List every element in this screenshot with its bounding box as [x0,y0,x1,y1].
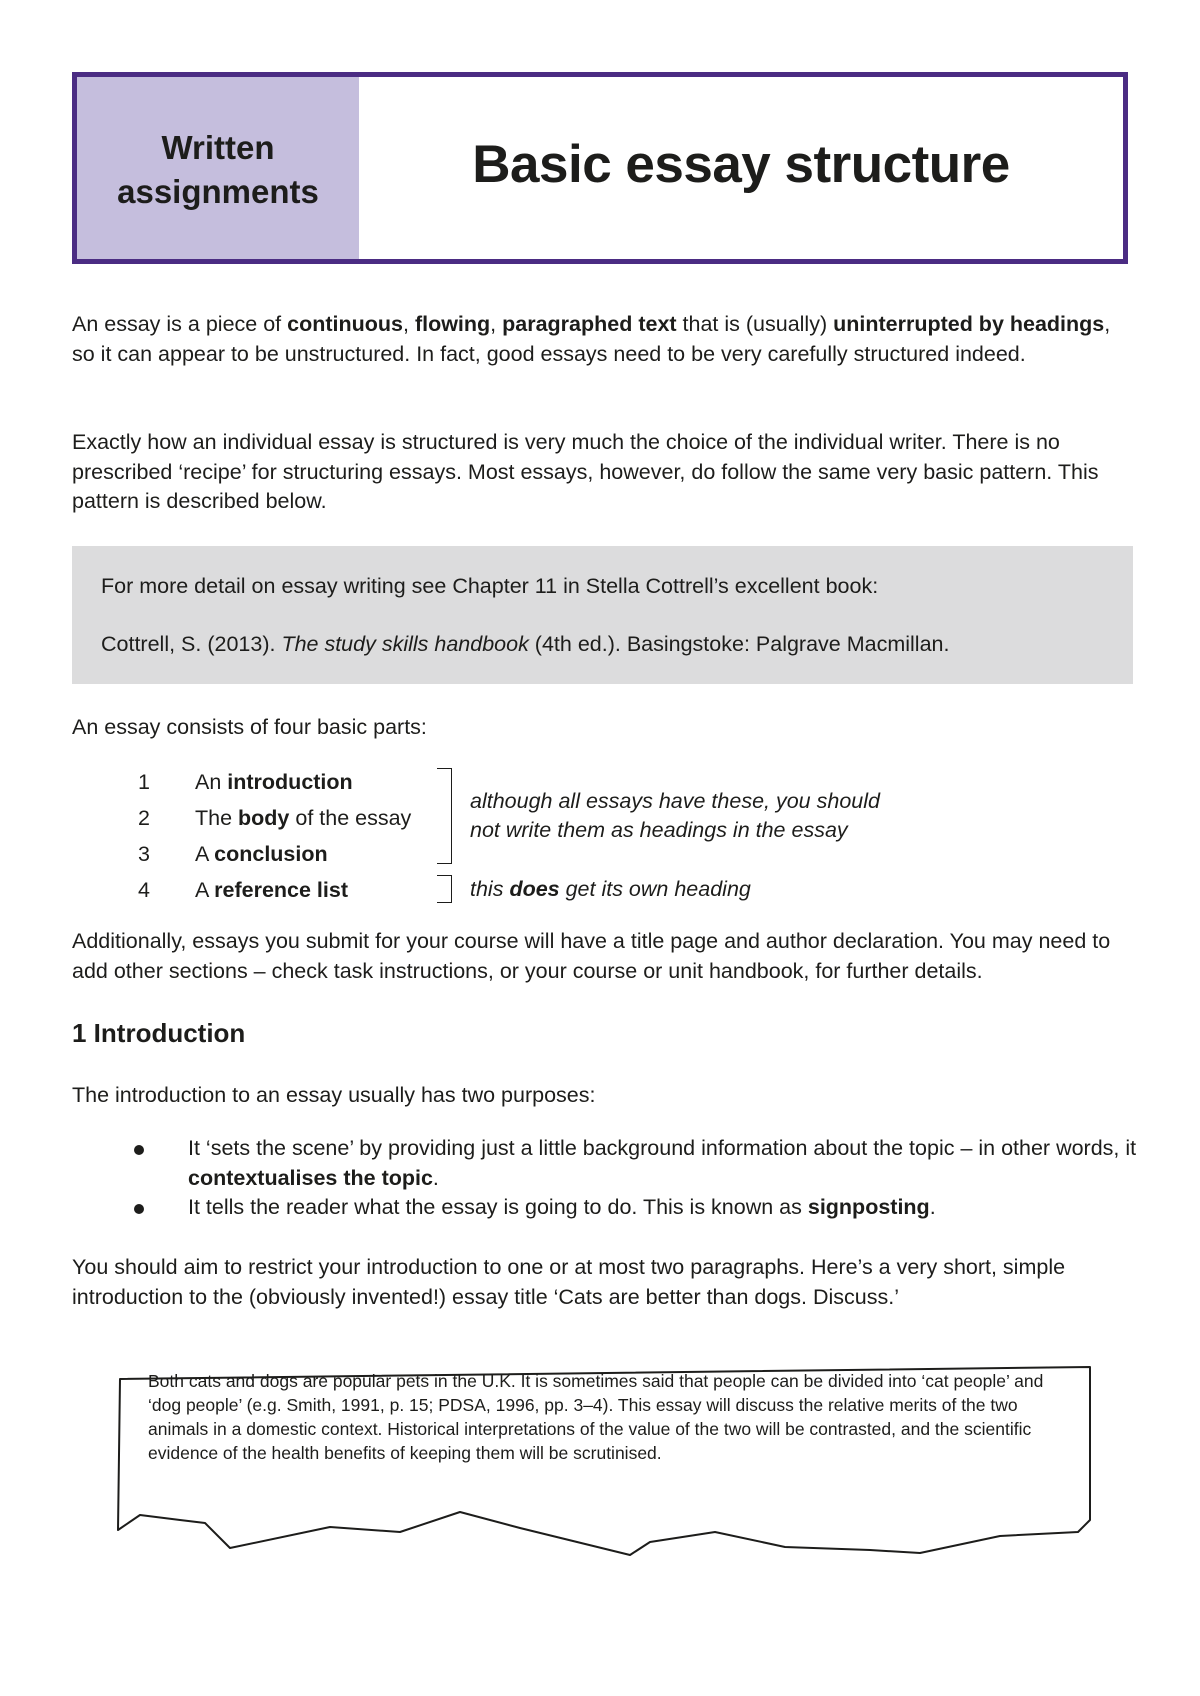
intro-bold-flowing: flowing [414,312,491,336]
note-text: For more detail on essay writing see Chapter 11 in Stella Cottrell’s excellent book: [101,574,879,598]
structure-paragraph: Exactly how an individual essay is structured is very much the choice of the individual writer. There is no prescribed ‘recipe’ for structuring essays. Most essays, however, do follow the same very basic pattern. This pattern is described below. [72,430,1099,513]
intro-text-2: , [402,312,415,336]
part-bold: reference list [214,878,348,902]
part-bold: body [238,806,290,830]
part-number-4: 4 [138,878,150,902]
part-number-2: 2 [138,806,150,830]
ref-author: Cottrell, S. (2013). [101,632,282,656]
intro-text-3: , [490,312,503,336]
aside2-pre: this [470,877,510,901]
introduction-lead: The introduction to an essay usually has two purposes: [72,1083,596,1107]
part-bold: conclusion [214,842,328,866]
bullet-bold: signposting [807,1195,930,1219]
aside-line1: although all essays have these, you should [470,789,880,813]
bullet-post: . [432,1165,439,1190]
aside-line2: not write them as headings in the essay [470,818,848,842]
part-pre: The [195,806,239,830]
intro-text-5: , so it can appear to be unstructured. In fact, good essays need to be very carefully structured indeed. [72,312,1111,366]
intro-text-4: that is (usually) [676,312,834,336]
intro-bold-paragraphed: paragraphed text [502,312,677,336]
part-post: of the essay [289,806,412,830]
bullet-text: It ‘sets the scene’ by providing just a little background information about the topic – in other words, it [188,1136,1137,1160]
bullet-bold: contextualises the topic [188,1165,433,1190]
page-title: Basic essay structure [472,134,1010,194]
ref-rest: (4th ed.). Basingstoke: Palgrave Macmillan. [528,632,950,656]
ref-title: The study skills handbook [281,632,529,656]
part-pre: A [195,878,215,902]
aside2-bold: does [509,877,560,901]
additional-paragraph: Additionally, essays you submit for your course will have a title page and author declaration. You may need to add other sections – check task instructions, or your course or unit handbook, for further details. [72,929,1111,983]
bullet-post: . [929,1195,936,1219]
intro-bold-continuous: continuous [287,312,403,336]
sample-introduction-text: Both cats and dogs are popular pets in the U.K. It is sometimes said that people can be divided into ‘cat people’ and ‘dog people’ (e.g. Smith, 1991, p. 15; PDSA, 1996, pp. 3–4). This essay will discuss the relative merits of the two animals in a domestic context. Historical interpretations of the value of the two will be contrasted, and the scientific evidence of the health benefits of keeping them will be scrutinised. [148,1371,1044,1463]
section-label-line2: assignments [117,173,319,210]
section-heading-introduction: 1 Introduction [72,1018,246,1048]
aside2-post: get its own heading [559,877,751,901]
part-number-3: 3 [138,842,150,866]
introduction-advice: You should aim to restrict your introduction to one or at most two paragraphs. Here’s a very short, simple introduction to the (obviously invented!) essay title ‘Cats are better than dogs. Discuss.’ [72,1255,1066,1309]
bullet-text: It tells the reader what the essay is going to do. This is known as [188,1195,808,1219]
intro-bold-uninterrupted: uninterrupted by headings [833,312,1105,336]
part-number-1: 1 [138,770,150,794]
part-bold: introduction [227,770,353,794]
part-pre: A [195,842,215,866]
section-label-line1: Written [161,129,275,166]
intro-text-1: An essay is a piece of [72,312,288,336]
part-pre: An [195,770,228,794]
parts-intro: An essay consists of four basic parts: [72,715,427,739]
